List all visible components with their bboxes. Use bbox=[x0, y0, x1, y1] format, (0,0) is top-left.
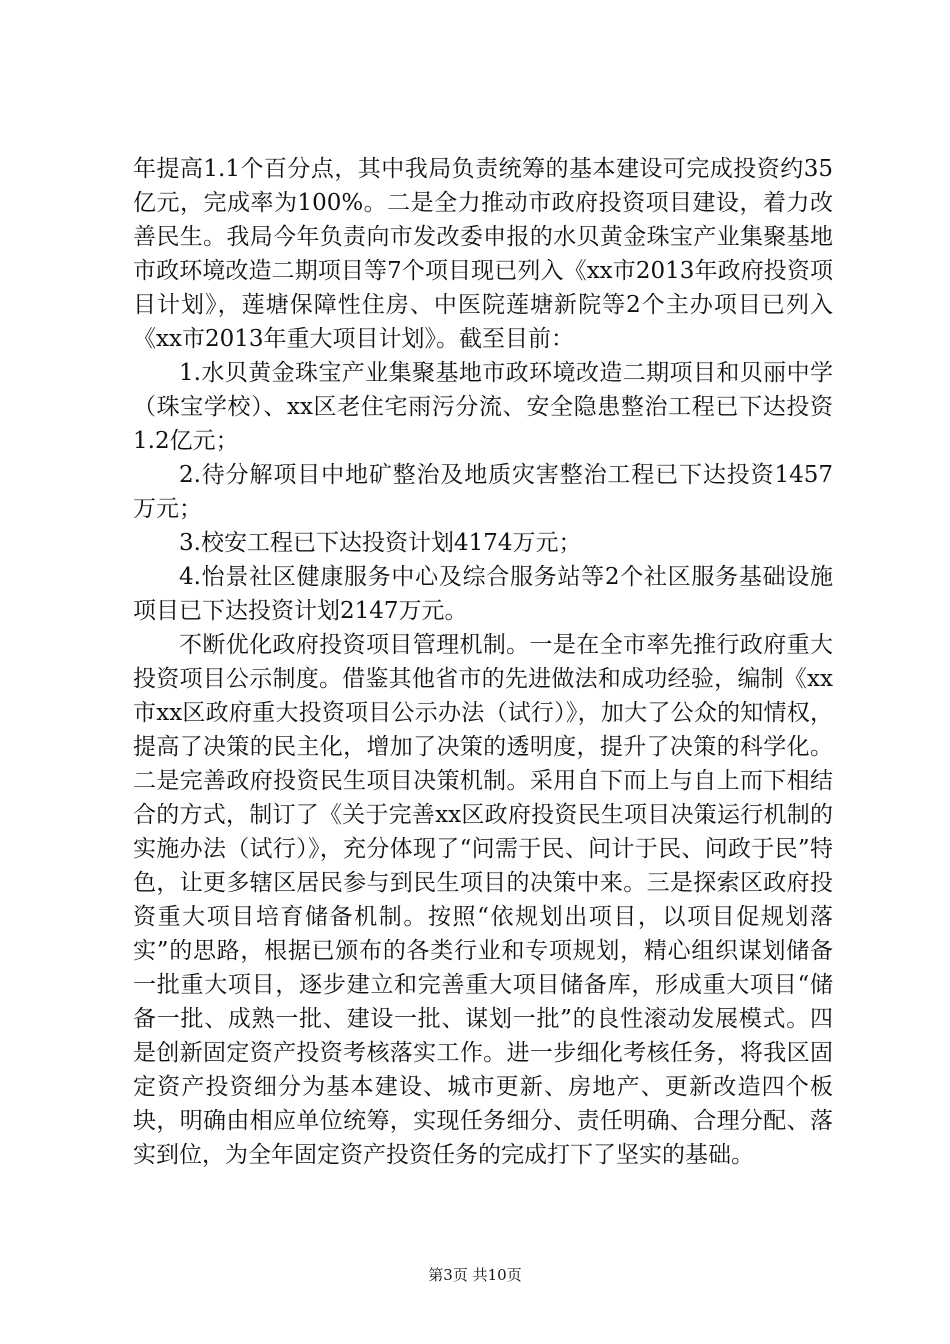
paragraph-management-mechanism: 不断优化政府投资项目管理机制。一是在全市率先推行政府重大投资项目公示制度。借鉴其他省市的先进做法和成功经验，编制《xx市xx区政府重大投资项目公示办法（试行）》，加大了公众的知情权，提高了决策的民主化，增加了决策的透明度，提升了决策的科学化。二是完善政府投资民生项目决策机制。采用自下而上与自上而下相结合的方式，制订了《关于完善xx区政府投资民生项目决策运行机制的实施办法（试行）》，充分体现了“问需于民、问计于民、问政于民”特色，让更多辖区居民参与到民生项目的决策中来。三是探索区政府投资重大项目培育储备机制。按照“依规划出项目，以项目促规划落实”的思路，根据已颁布的各类行业和专项规划，精心组织谋划储备一批重大项目，逐步建立和完善重大项目储备库，形成重大项目“储备一批、成熟一批、建设一批、谋划一批”的良性滚动发展模式。四是创新固定资产投资考核落实工作。进一步细化考核任务，将我区固定资产投资细分为基本建设、城市更新、房地产、更新改造四个板块，明确由相应单位统筹，实现任务细分、责任明确、合理分配、落实到位，为全年固定资产投资任务的完成打下了坚实的基础。 bbox=[133, 632, 833, 1168]
list-item-2: 2.待分解项目中地矿整治及地质灾害整治工程已下达投资1457万元； bbox=[133, 462, 833, 522]
list-item-4: 4.怡景社区健康服务中心及综合服务站等2个社区服务基础设施项目已下达投资计划2147万元。 bbox=[133, 564, 833, 624]
paragraph-continued-intro: 年提高1.1个百分点，其中我局负责统筹的基本建设可完成投资约35亿元，完成率为100%。二是全力推动市政府投资项目建设，着力改善民生。我局今年负责向市发改委申报的水贝黄金珠宝产业集聚基地市政环境改造二期项目等7个项目现已列入《xx市2013年政府投资项目计划》，莲塘保障性住房、中医院莲塘新院等2个主办项目已列入《xx市2013年重大项目计划》。截至目前： bbox=[133, 156, 833, 352]
list-item-1: 1.水贝黄金珠宝产业集聚基地市政环境改造二期项目和贝丽中学（珠宝学校）、xx区老住宅雨污分流、安全隐患整治工程已下达投资1.2亿元； bbox=[133, 360, 833, 454]
page-number-footer: 第3页 共10页 bbox=[428, 1266, 522, 1284]
list-item-3: 3.校安工程已下达投资计划4174万元； bbox=[179, 530, 582, 556]
document-body bbox=[133, 152, 833, 1172]
